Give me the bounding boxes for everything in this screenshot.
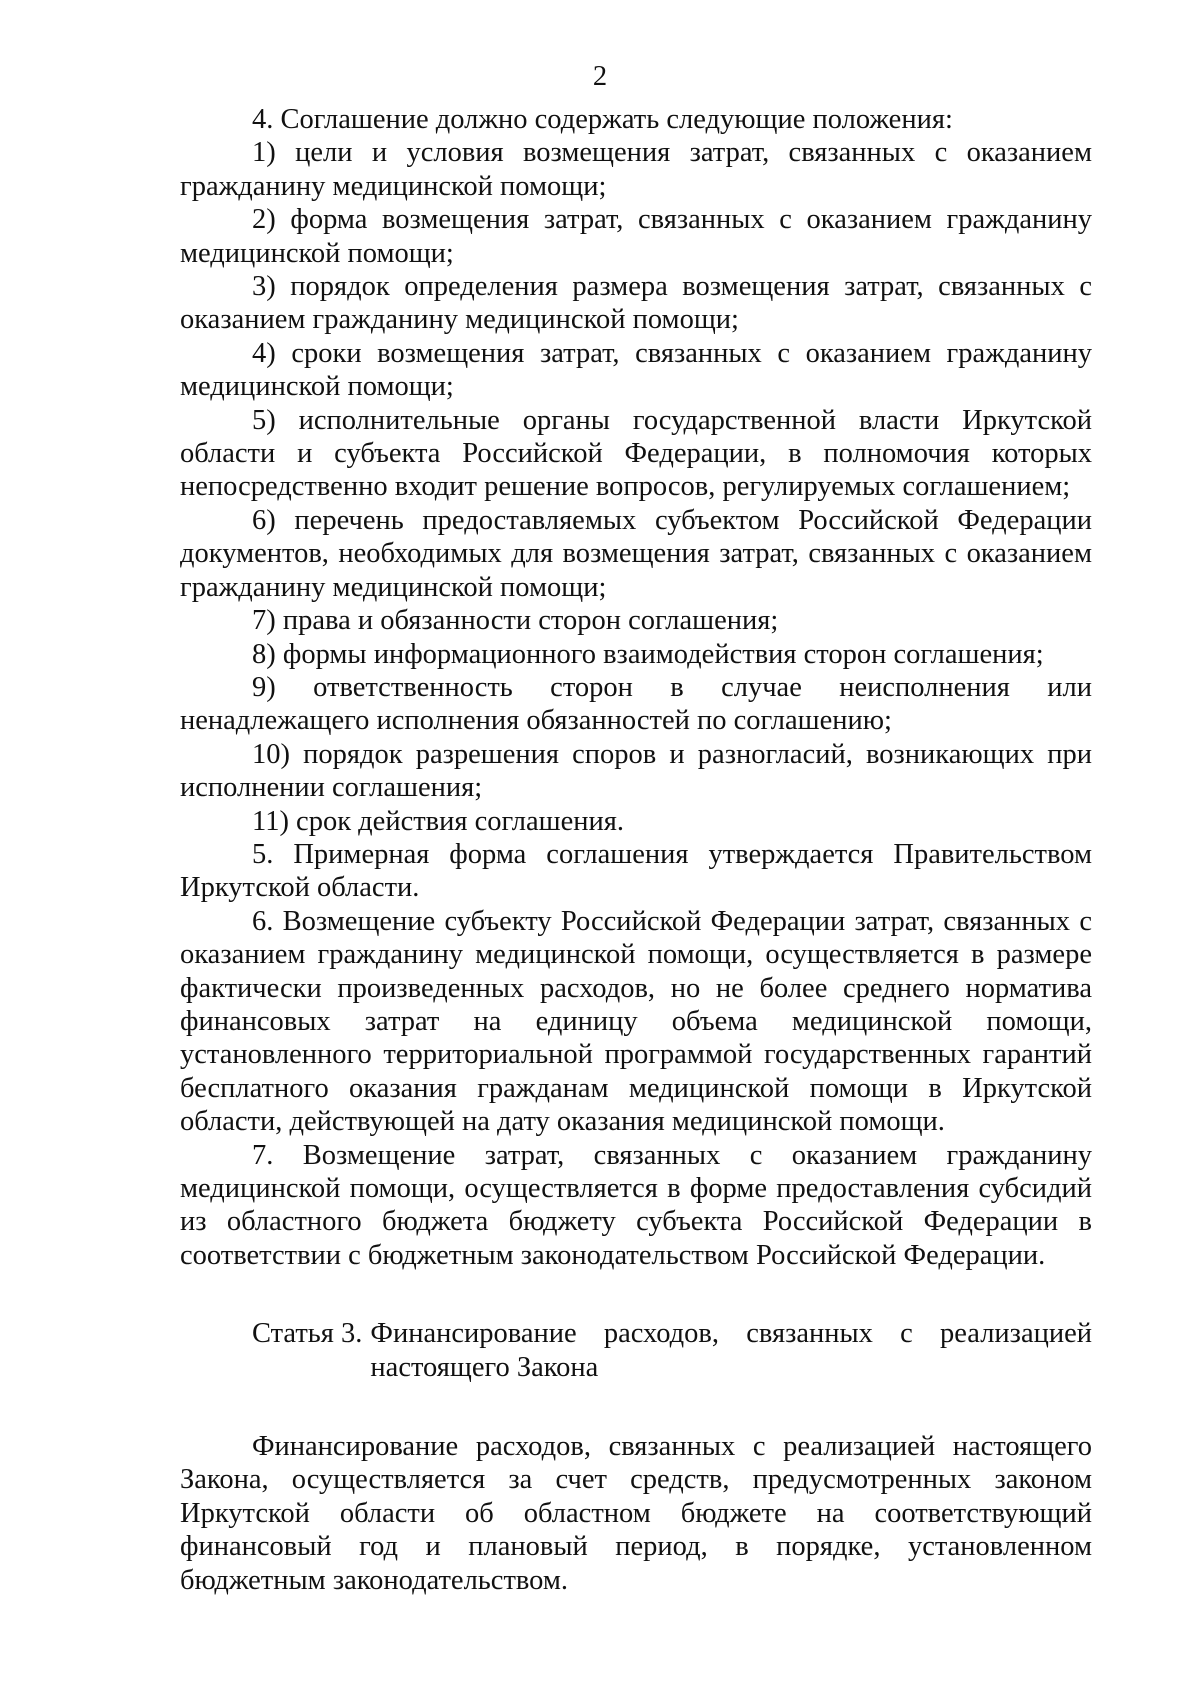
article-title: Финансирование расходов, связанных с реализацией настоящего Закона xyxy=(370,1318,1092,1383)
paragraph-4: 4. Соглашение должно содержать следующие положения: xyxy=(252,104,953,135)
list-item-10: 10) порядок разрешения споров и разногласий, возникающих при исполнении соглашения; xyxy=(180,738,1092,804)
list-item-9: 9) ответственность сторон в случае неисполнения или ненадлежащего исполнения обязанностей по соглашению; xyxy=(180,671,1092,737)
list-item-1: 1) цели и условия возмещения затрат, связанных с оказанием гражданину медицинской помощи; xyxy=(180,137,1092,202)
article-heading xyxy=(252,1317,1092,1384)
paragraph-7: 7. Возмещение затрат, связанных с оказанием гражданину медицинской помощи, осуществляется в форме предоставления субсидий из областного бюджета бюджету субъекта Российской Федерации в соответствии с бюджетным законодательством Российской Федерации. xyxy=(180,1139,1092,1271)
list-item-6: 6) перечень предоставляемых субъектом Российской Федерации документов, необходимых для возмещения затрат, связанных с оказанием гражданину медицинской помощи; xyxy=(180,504,1092,603)
article-label: Статья 3. xyxy=(252,1318,363,1350)
list-item-2: 2) форма возмещения затрат, связанных с оказанием гражданину медицинской помощи; xyxy=(180,204,1092,269)
list-item-4: 4) сроки возмещения затрат, связанных с оказанием гражданину медицинской помощи; xyxy=(180,337,1092,403)
paragraph-5: 5. Примерная форма соглашения утверждается Правительством Иркутской области. xyxy=(180,838,1092,904)
list-item-3: 3) порядок определения размера возмещения затрат, связанных с оказанием гражданину медицинской помощи; xyxy=(180,271,1092,336)
document-body xyxy=(180,103,1092,1597)
list-item-8: 8) формы информационного взаимодействия сторон соглашения; xyxy=(252,638,1044,670)
list-item-5: 5) исполнительные органы государственной власти Иркутской области и субъекта Российской Федерации, в полномочия которых непосредственно входит решение вопросов, регулируемых соглашением; xyxy=(180,404,1092,503)
list-item-7: 7) права и обязанности сторон соглашения; xyxy=(252,605,779,637)
paragraph-6: 6. Возмещение субъекту Российской Федерации затрат, связанных с оказанием гражданину медицинской помощи, осуществляется в размере фактически произведенных расходов, но не более среднего норматива финансовых затрат на единицу объема медицинской помощи, установленного территориальной программой государственных гарантий бесплатного оказания гражданам медицинской помощи в Иркутской области, действующей на дату оказания медицинской помощи. xyxy=(180,905,1092,1138)
list-item-11: 11) срок действия соглашения. xyxy=(252,805,624,837)
article-text: Финансирование расходов, связанных с реализацией настоящего Закона, осуществляется за счет средств, предусмотренных законом Иркутской области об областном бюджете на соответствующий финансовый год и плановый период, в порядке, установленном бюджетным законодательством. xyxy=(180,1431,1092,1596)
page-number: 2 xyxy=(592,61,608,92)
